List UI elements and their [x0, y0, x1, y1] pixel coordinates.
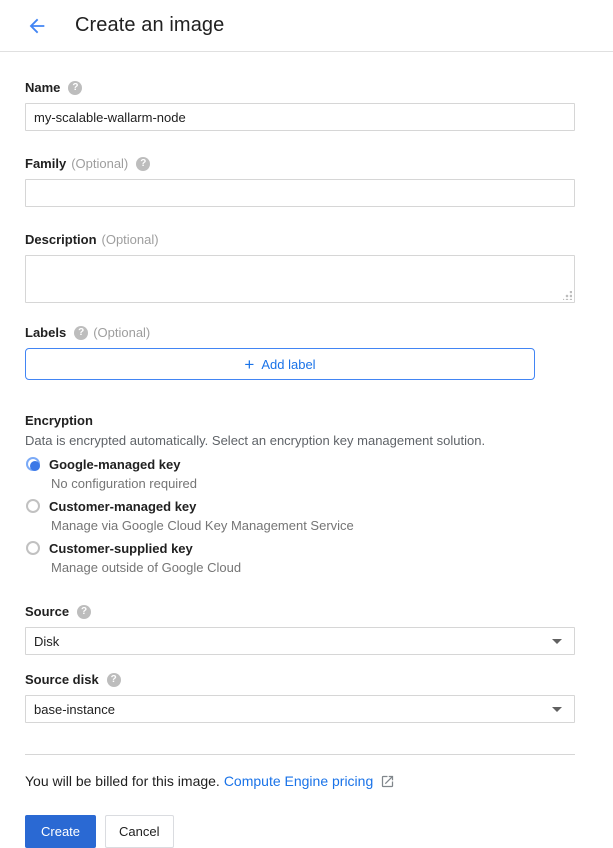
page-header	[0, 0, 613, 52]
radio-option-description: Manage outside of Google Cloud	[51, 560, 242, 575]
page-title: Create an image	[75, 14, 225, 36]
arrow-left-icon	[26, 15, 48, 37]
radio-button-icon[interactable]	[26, 541, 40, 555]
radio-option-label: Google-managed key	[49, 456, 181, 472]
help-icon[interactable]: ?	[68, 81, 82, 95]
name-input[interactable]	[25, 103, 575, 131]
radio-option-description: Manage via Google Cloud Key Management Service	[51, 518, 354, 533]
create-image-form	[0, 52, 613, 848]
source-select-value: Disk	[34, 633, 60, 649]
description-field-group	[25, 232, 575, 303]
create-button[interactable]: Create	[25, 815, 96, 848]
radio-option-customer-supplied-key[interactable]	[25, 538, 575, 558]
cancel-button[interactable]: Cancel	[105, 815, 173, 848]
source-disk-select-value: base-instance	[34, 701, 115, 717]
source-disk-select[interactable]	[25, 695, 575, 723]
source-field-group	[25, 604, 575, 655]
radio-option-label: Customer-managed key	[49, 498, 197, 514]
radio-option-description: No configuration required	[51, 476, 197, 491]
labels-label: Labels	[25, 325, 67, 340]
family-field-group	[25, 156, 575, 207]
source-disk-label: Source disk	[25, 672, 99, 687]
family-optional-label: (Optional)	[71, 156, 129, 171]
labels-optional-label: (Optional)	[93, 325, 151, 340]
resize-grip-icon[interactable]	[563, 291, 572, 300]
radio-button-icon[interactable]	[26, 457, 40, 471]
description-label: Description	[25, 232, 97, 247]
name-field-group	[25, 80, 575, 131]
form-actions	[25, 815, 575, 848]
help-icon[interactable]: ?	[77, 605, 91, 619]
help-icon[interactable]: ?	[74, 326, 88, 340]
encryption-description: Data is encrypted automatically. Select an encryption key management solution.	[25, 433, 486, 448]
compute-engine-pricing-link[interactable]: Compute Engine pricing	[223, 773, 374, 789]
radio-option-label: Customer-supplied key	[49, 540, 193, 556]
encryption-section	[25, 413, 575, 577]
radio-option-customer-managed-key[interactable]	[25, 496, 575, 516]
caret-down-icon	[552, 707, 562, 712]
family-label: Family	[25, 156, 67, 171]
billing-note	[25, 773, 575, 789]
open-in-new-icon	[380, 774, 395, 789]
plus-icon: +	[244, 354, 255, 374]
back-button[interactable]	[25, 14, 49, 38]
radio-option-google-managed-key[interactable]	[25, 454, 575, 474]
name-label: Name	[25, 80, 61, 95]
radio-button-icon[interactable]	[26, 499, 40, 513]
encryption-heading: Encryption	[25, 413, 93, 428]
add-label-button[interactable]	[25, 348, 535, 380]
footer-divider	[25, 754, 575, 755]
source-select[interactable]	[25, 627, 575, 655]
help-icon[interactable]: ?	[107, 673, 121, 687]
labels-field-group	[25, 325, 575, 380]
caret-down-icon	[552, 639, 562, 644]
description-optional-label: (Optional)	[101, 232, 159, 247]
family-input[interactable]	[25, 179, 575, 207]
billing-text: You will be billed for this image.	[25, 773, 220, 789]
source-label: Source	[25, 604, 70, 619]
source-disk-field-group	[25, 672, 575, 723]
add-label-button-text: Add label	[261, 356, 316, 372]
help-icon[interactable]: ?	[136, 157, 150, 171]
description-textarea[interactable]	[25, 255, 575, 303]
